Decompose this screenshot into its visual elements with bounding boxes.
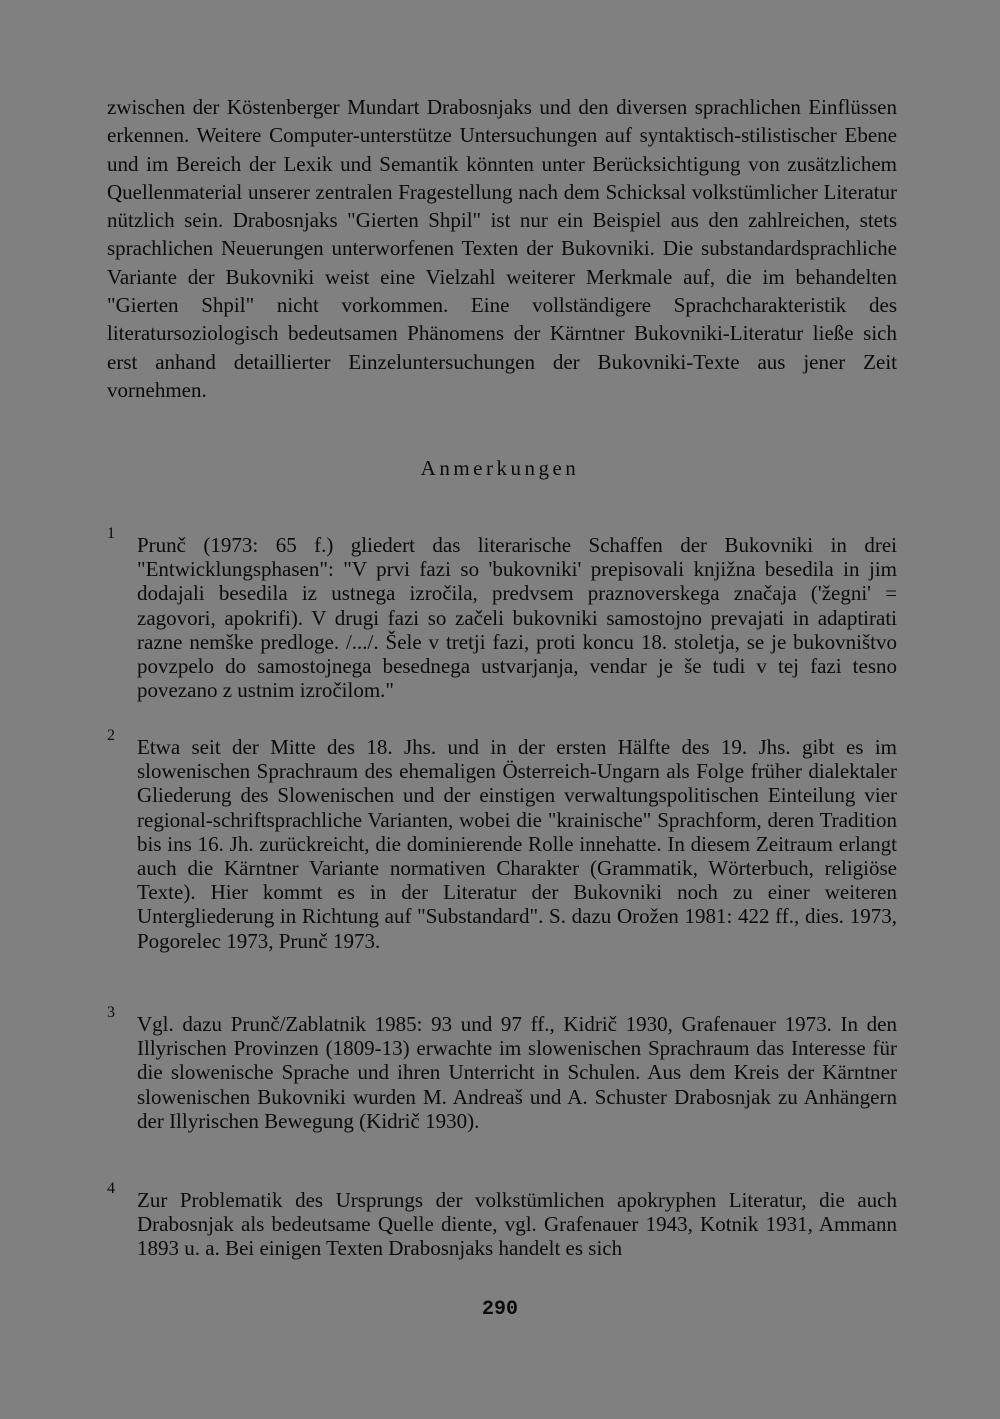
footnote-1	[107, 525, 897, 703]
notes-heading: Anmerkungen	[420, 456, 580, 480]
footnote-2	[107, 727, 897, 953]
footnote-number: 3	[107, 1004, 115, 1021]
footnote-text: Zur Problematik des Ursprungs der volkstümlichen apokryphen Literatur, die auch Drabosnjak als bedeutsame Quelle diente, vgl. Grafenauer 1943, Kotnik 1931, Ammann 1893 u. a. Bei einigen Texten Drabosnjaks handelt es sich	[137, 1188, 897, 1261]
footnote-4	[107, 1180, 897, 1261]
body-paragraph: zwischen der Köstenberger Mundart Drabosnjaks und den diversen sprachlichen Einflüssen erkennen. Weitere Computer-unterstütze Untersuchungen auf syntaktisch-stilistischer Ebene und im Bereich der Lexik und Semantik könnten unter Berücksichtigung von zusätzlichem Quellenmaterial unserer zentralen Fragestellung nach dem Schicksal volkstümlicher Literatur nützlich sein. Drabosnjaks "Gierten Shpil" ist nur ein Beispiel aus den zahlreichen, stets sprachlichen Neuerungen unterworfenen Texten der Bukovniki. Die substandardsprachliche Variante der Bukovniki weist eine Vielzahl weiterer Merkmale auf, die im behandelten "Gierten Shpil" nicht vorkommen. Eine vollständigere Sprachcharakteristik des literatursoziologisch bedeutsamen Phänomens der Kärntner Bukovniki-Literatur ließe sich erst anhand detaillierter Einzeluntersuchungen der Bukovniki-Texte aus jener Zeit vornehmen.	[107, 95, 897, 402]
page-number: 290	[481, 1298, 518, 1321]
footnote-text: Prunč (1973: 65 f.) gliedert das literarische Schaffen der Bukovniki in drei "Entwicklungsphasen": "V prvi fazi so 'bukovniki' prepisovali knjižna besedila in jim dodajali besedila iz ustnega izročila, predvsem praznoverskega značaja ('žegni' = zagovori, apokrifi). V drugi fazi so začeli bukovniki samostojno prevajati in adaptirati razne nemške predloge. /.../. Šele v tretji fazi, proti koncu 18. stoletja, se je bukovništvo povzpelo do samostojnega besednega ustvarjanja, vendar je še tudi v tej fazi tesno povezano z ustnim izročilom."	[137, 533, 897, 703]
footnote-3	[107, 1004, 897, 1133]
footnote-number: 2	[107, 727, 115, 744]
footnote-text: Etwa seit der Mitte des 18. Jhs. und in der ersten Hälfte des 19. Jhs. gibt es im slowenischen Sprachraum des ehemaligen Österreich-Ungarn als Folge früher dialektaler Gliederung des Slowenischen und der einstigen verwaltungspolitischen Einteilung vier regional-schriftsprachliche Varianten, wobei die "krainische" Sprachform, deren Tradition bis ins 16. Jh. zurückreicht, die dominierende Rolle innehatte. In diesem Zeitraum erlangt auch die Kärntner Variante normativen Charakter (Grammatik, Wörterbuch, religiöse Texte). Hier kommt es in der Literatur der Bukovniki noch zu einer weiteren Untergliederung in Richtung auf "Substandard". S. dazu Orožen 1981: 422 ff., dies. 1973, Pogorelec 1973, Prunč 1973.	[137, 735, 897, 953]
footnote-number: 1	[107, 525, 115, 542]
footnote-text: Vgl. dazu Prunč/Zablatnik 1985: 93 und 97 ff., Kidrič 1930, Grafenauer 1973. In den Illyrischen Provinzen (1809-13) erwachte im slowenischen Sprachraum das Interesse für die slowenische Sprache und ihren Unterricht in Schulen. Aus dem Kreis der Kärntner slowenischen Bukovniki wurden M. Andreaš und A. Schuster Drabosnjak zu Anhängern der Illyrischen Bewegung (Kidrič 1930).	[137, 1012, 897, 1133]
footnote-number: 4	[107, 1180, 115, 1197]
